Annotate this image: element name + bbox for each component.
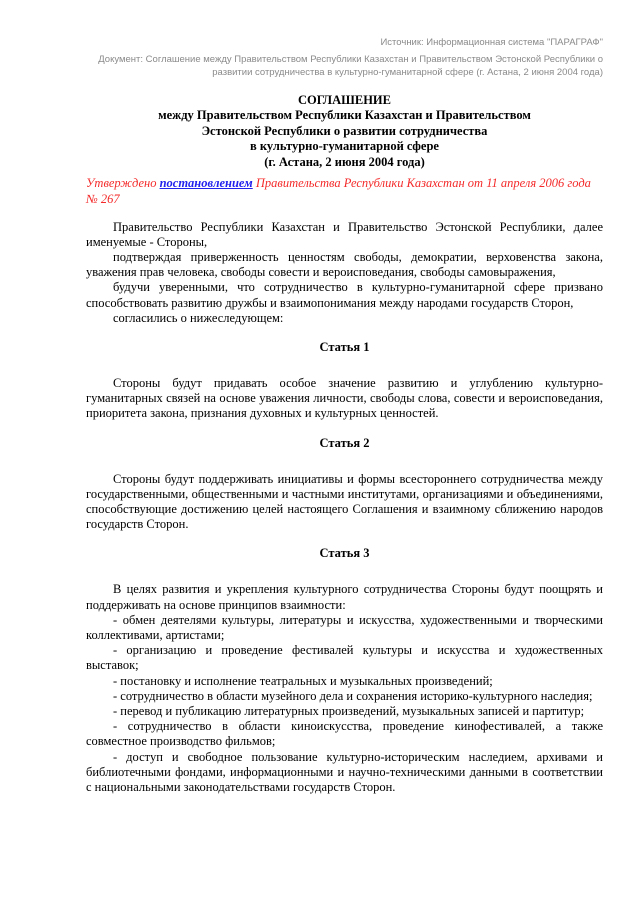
- article-1-heading: Статья 1: [319, 339, 370, 354]
- article-3-list-item: - перевод и публикацию литературных произведений, музыкальных записей и партитур;: [113, 703, 585, 718]
- article-3-list-item: - организацию и проведение фестивалей культуры и искусства и художественных выставок;: [86, 643, 603, 673]
- article-3-list-item: - постановку и исполнение театральных и музыкальных произведений;: [113, 673, 493, 688]
- document-title-line: Документ: Соглашение между Правительством Республики Казахстан и Правительством Эстонской Республики о развитии сотрудничества в культурно-гуманитарной сфере (г. Астана, 2 июня 2004 года): [98, 53, 603, 78]
- agreement-title: [86, 93, 603, 171]
- title-line-1: СОГЛАШЕНИЕ: [297, 92, 391, 107]
- article-3-list-item: - доступ и свободное пользование культурно-историческим наследием, архивами и библиотечными фондами, информационными и научно-техническими данными в соответствии с национальными законодательствами государств Сторон.: [86, 749, 603, 794]
- title-line-5: (г. Астана, 2 июня 2004 года): [264, 154, 425, 169]
- article-3-list-item: - сотрудничество в области музейного дела и сохранения историко-культурного наследия;: [113, 688, 593, 703]
- approval-note: [86, 176, 603, 207]
- title-line-2: между Правительством Республики Казахстан и Правительством: [158, 108, 531, 122]
- article-3-heading: Статья 3: [319, 546, 370, 561]
- title-line-4: в культурно-гуманитарной сфере: [250, 139, 439, 153]
- article-1-paragraph: Стороны будут придавать особое значение развитию и углублению культурно-гуманитарных связей на основе уважения личности, свободы слова, совести и вероисповедания, приоритета закона, признания духовных и культурных ценностей.: [86, 375, 603, 421]
- resolution-link[interactable]: постановлением: [159, 176, 253, 190]
- article-3-list-item: - обмен деятелями культуры, литературы и искусства, художественными и творческими коллективами, артистами;: [86, 612, 603, 642]
- article-3-paragraph: В целях развития и укрепления культурного сотрудничества Стороны будут поощрять и поддерживать на основе принципов взаимности:: [86, 582, 603, 612]
- article-2-paragraph: Стороны будут поддерживать инициативы и формы всестороннего сотрудничества между государственными, общественными и частными институтами, организациями и объединениями, способствующие достижению целей настоящего Соглашения и взаимному сближению народов государств Сторон.: [86, 471, 603, 532]
- preamble-paragraph: будучи уверенными, что сотрудничество в культурно-гуманитарной сфере призвано способствовать развитию дружбы и взаимопонимания между народами государств Сторон,: [86, 280, 603, 310]
- preamble-paragraph: согласились о нижеследующем:: [113, 310, 284, 325]
- title-line-3: Эстонской Республики о развитии сотрудничества: [201, 123, 488, 138]
- preamble-paragraph: Правительство Республики Казахстан и Правительство Эстонской Республики, далее именуемые - Стороны,: [86, 219, 603, 249]
- article-2-heading: Статья 2: [319, 435, 370, 450]
- document-source-header: [86, 36, 603, 80]
- document-body: [86, 220, 603, 796]
- preamble-paragraph: подтверждая приверженность ценностям свободы, демократии, верховенства закона, уважения прав человека, свободы совести и вероисповедания, свободы самовыражения,: [86, 249, 603, 280]
- approval-suffix: Правительства Республики Казахстан от 11 апреля 2006 года № 267: [86, 176, 591, 206]
- article-3-list-item: - сотрудничество в области киноискусства, проведение кинофестивалей, а также совместное производство фильмов;: [86, 719, 603, 749]
- source-line: Источник: Информационная система "ПАРАГРАФ": [380, 37, 603, 48]
- approval-prefix: Утверждено: [86, 176, 160, 190]
